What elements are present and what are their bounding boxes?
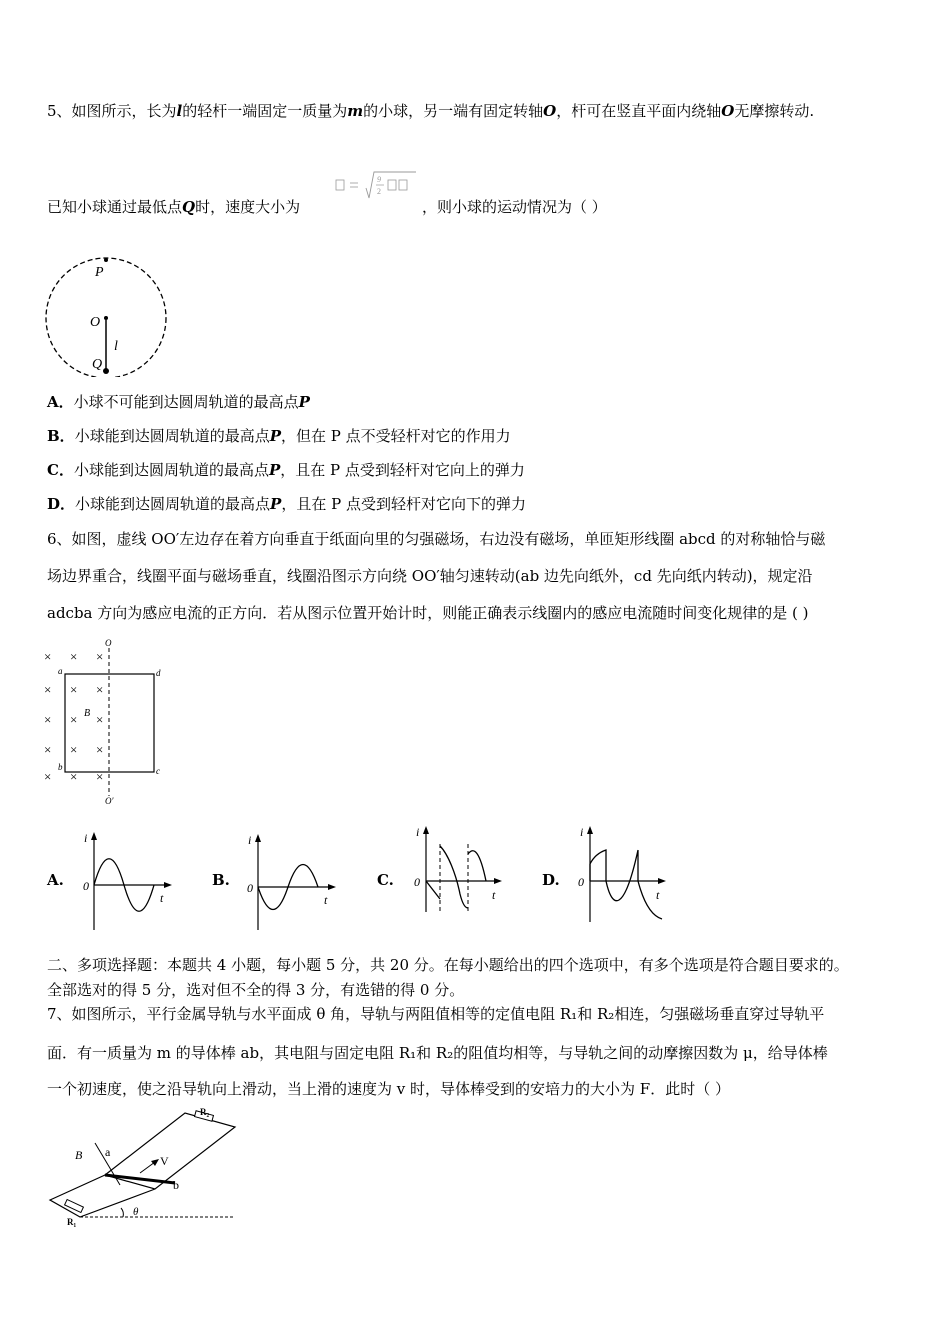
svg-text:×: × xyxy=(70,769,78,784)
q5-option-a: A．小球不可能到达圆周轨道的最高点P xyxy=(47,393,310,411)
q5-option-b: B．小球能到达圆周轨道的最高点P，但在 P 点不受轻杆对它的作用力 xyxy=(47,427,511,445)
q7-line1: 7、如图所示，平行金属导轨与水平面成 θ 角，导轨与两阻值相等的定值电阻 R₁和 R₂相连，匀强磁场垂直穿过导轨平 xyxy=(47,1005,825,1023)
svg-text:×: × xyxy=(70,682,78,697)
svg-text:O: O xyxy=(105,638,112,648)
point-p xyxy=(104,258,108,262)
formula-image xyxy=(330,168,420,212)
q5-line2-tail: ，则小球的运动情况为（ ） xyxy=(422,198,607,216)
svg-text:b: b xyxy=(58,762,63,772)
q6-graph-a xyxy=(78,830,173,932)
svg-text:×: × xyxy=(96,712,104,727)
svg-text:×: × xyxy=(70,649,78,664)
svg-text:b: b xyxy=(173,1178,179,1192)
q5-option-c: C．小球能到达圆周轨道的最高点P，且在 P 点受到轻杆对它向上的弹力 xyxy=(47,461,525,479)
q5-line1: 5、如图所示，长为l的轻杆一端固定一质量为m的小球，另一端有固定转轴O，杆可在竖直平面内绕轴O无摩擦转动. xyxy=(47,102,815,120)
svg-text:0: 0 xyxy=(578,875,584,889)
q6-graph-b xyxy=(242,832,337,932)
svg-text:t: t xyxy=(160,891,164,905)
svg-text:B: B xyxy=(75,1148,83,1162)
svg-text:O′: O′ xyxy=(105,796,114,806)
q6-coil-figure xyxy=(38,636,173,806)
svg-text:t: t xyxy=(324,893,328,907)
svg-text:×: × xyxy=(96,769,104,784)
q5-option-d: D．小球能到达圆周轨道的最高点P，且在 P 点受到轻杆对它向下的弹力 xyxy=(47,495,526,513)
svg-text:×: × xyxy=(44,769,52,784)
svg-text:i: i xyxy=(84,831,88,845)
svg-text:a: a xyxy=(105,1145,111,1159)
speed-formula xyxy=(330,168,420,212)
conductor-rod-ab xyxy=(105,1175,175,1183)
label-l: l xyxy=(114,339,118,354)
svg-text:a: a xyxy=(58,666,63,676)
svg-text:i: i xyxy=(416,825,420,839)
q6-option-d-label: D. xyxy=(542,871,560,889)
curve-d xyxy=(590,850,662,919)
svg-text:B: B xyxy=(84,708,91,719)
svg-text:0: 0 xyxy=(414,875,420,889)
coil-abcd xyxy=(65,674,154,772)
svg-text:×: × xyxy=(96,742,104,757)
svg-text:R₂: R₂ xyxy=(200,1107,210,1117)
svg-text:2: 2 xyxy=(377,187,381,196)
pivot xyxy=(104,316,108,320)
label-q: Q xyxy=(92,357,103,372)
svg-text:×: × xyxy=(70,742,78,757)
q6-option-a-label: A. xyxy=(47,871,64,889)
svg-text:9: 9 xyxy=(377,175,381,184)
q7-line2: 面．有一质量为 m 的导体棒 ab，其电阻与固定电阻 R₁和 R₂的阻值均相等，与导轨之间的动摩擦因数为 μ，给导体棒 xyxy=(47,1044,828,1062)
q7-line3: 一个初速度，使之沿导轨向上滑动，当上滑的速度为 v 时，导体棒受到的安培力的大小为 F．此时（ ） xyxy=(47,1080,730,1098)
svg-text:×: × xyxy=(44,712,52,727)
svg-text:t: t xyxy=(492,888,496,902)
q6-graph-c xyxy=(408,824,503,914)
q6-graph-d xyxy=(572,824,670,924)
svg-text:t: t xyxy=(656,888,660,902)
svg-text:0: 0 xyxy=(83,879,89,893)
magnetic-field-crosses xyxy=(44,649,103,784)
svg-text:0: 0 xyxy=(247,881,253,895)
section2-line1: 二、多项选择题：本题共 4 小题，每小题 5 分，共 20 分。在每小题给出的四个选项中，有多个选项是符合题目要求的。 xyxy=(47,956,849,974)
q6-line1: 6、如图，虚线 OO′左边存在着方向垂直于纸面向里的匀强磁场，右边没有磁场，单匝矩形线圈 abcd 的对称轴恰与磁 xyxy=(47,530,826,548)
curve-c xyxy=(426,846,486,908)
q6-line2: 场边界重合，线圈平面与磁场垂直，线圈沿图示方向绕 OO′轴匀速转动(ab 边先向纸外，cd 先向纸内转动)，规定沿 xyxy=(47,567,813,585)
svg-text:×: × xyxy=(44,742,52,757)
label-o: O xyxy=(90,315,101,330)
svg-text:×: × xyxy=(44,682,52,697)
svg-text:×: × xyxy=(96,649,104,664)
svg-text:R₁: R₁ xyxy=(67,1217,77,1227)
lower-rails xyxy=(50,1175,155,1217)
ball xyxy=(103,368,109,374)
svg-text:×: × xyxy=(44,649,52,664)
svg-text:i: i xyxy=(580,825,584,839)
q7-rail-figure xyxy=(45,1105,240,1230)
section2-line2: 全部选对的得 5 分，选对但不全的得 3 分，有选错的得 0 分。 xyxy=(47,981,465,999)
svg-text:×: × xyxy=(70,712,78,727)
q6-option-b-label: B. xyxy=(212,871,230,889)
q6-line3: adcba 方向为感应电流的正方向．若从图示位置开始计时，则能正确表示线圈内的感应电流随时间变化规律的是 ( ) xyxy=(47,604,809,622)
svg-text:×: × xyxy=(96,682,104,697)
q5-line2: 已知小球通过最低点Q时，速度大小为 xyxy=(47,198,301,216)
resistor-r1 xyxy=(65,1199,84,1212)
q6-option-c-label: C. xyxy=(377,871,394,889)
svg-text:i: i xyxy=(248,833,252,847)
velocity-arrow xyxy=(140,1162,155,1173)
svg-text:c: c xyxy=(156,766,160,776)
q5-figure xyxy=(40,252,175,377)
svg-text:d: d xyxy=(156,668,161,678)
svg-text:V: V xyxy=(160,1154,169,1168)
svg-text:θ: θ xyxy=(133,1206,139,1218)
label-p: P xyxy=(95,265,104,280)
